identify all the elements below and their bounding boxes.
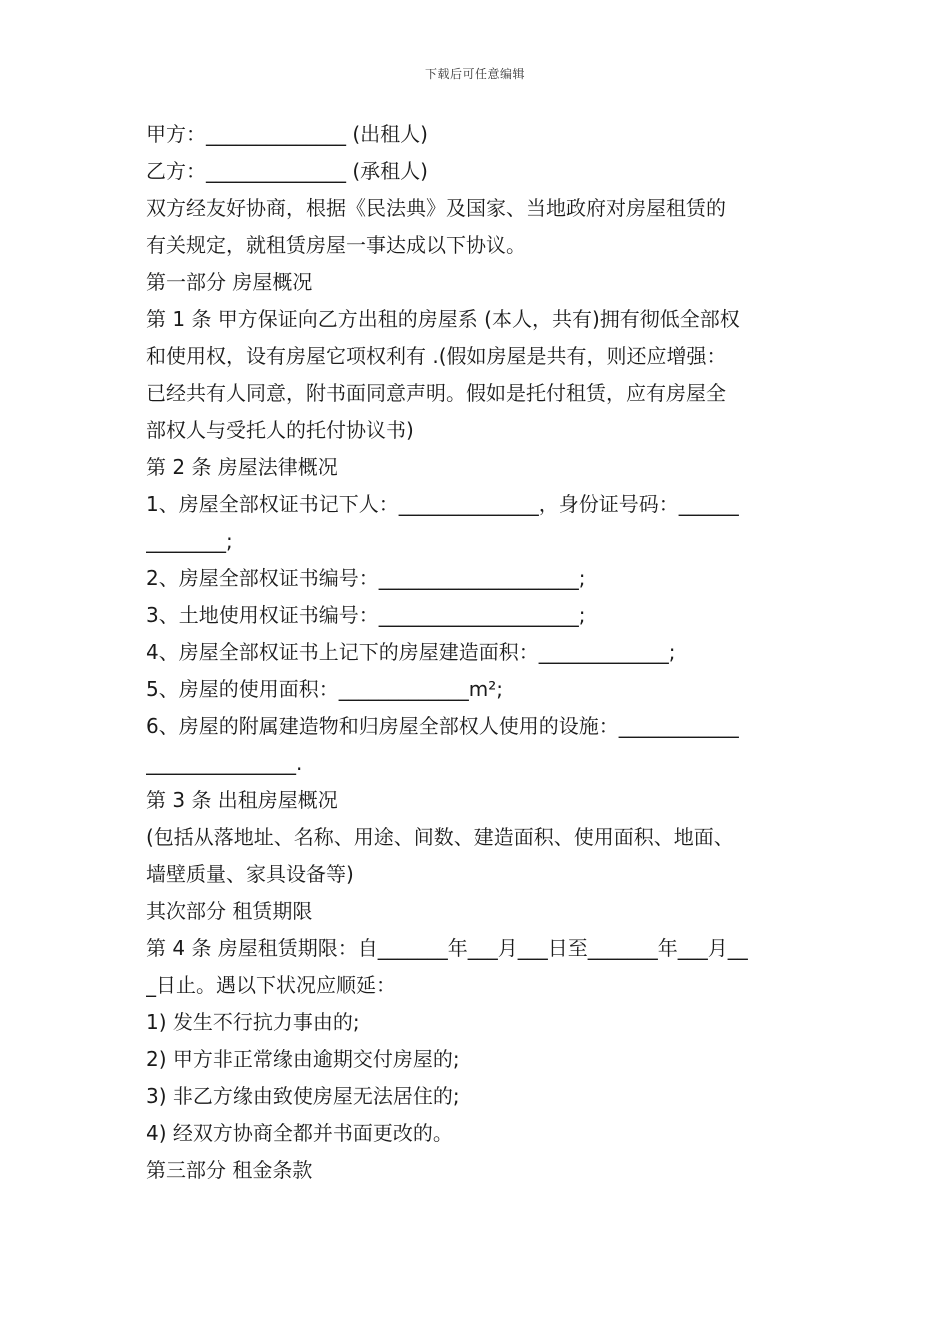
article-heading: 第 3 条 出租房屋概况 [146, 788, 338, 812]
party-a-line: 甲方：______________ (出租人) [146, 122, 428, 146]
list-item: 3) 非乙方缘由致使房屋无法居住的; [146, 1084, 460, 1108]
preamble-line: 有关规定，就租赁房屋一事达成以下协议。 [146, 233, 526, 257]
party-b-line: 乙方：______________ (承租人) [146, 159, 428, 183]
list-item: _______________. [146, 751, 303, 775]
article-line: 已经共有人同意，附书面同意声明。假如是托付租赁，应有房屋全 [146, 381, 726, 405]
list-item: 2、房屋全部权证书编号：____________________; [146, 566, 586, 590]
article-heading: 第 2 条 房屋法律概况 [146, 455, 338, 479]
list-item: 1) 发生不行抗力事由的; [146, 1010, 360, 1034]
section-heading: 第一部分 房屋概况 [146, 270, 313, 294]
page-header: 下载后可任意编辑 [424, 67, 525, 81]
article-line: _日止。遇以下状况应顺延： [146, 973, 396, 997]
list-item: 5、房屋的使用面积：_____________m²; [146, 677, 503, 701]
list-item: 3、土地使用权证书编号：____________________; [146, 603, 586, 627]
contract-body [146, 116, 810, 1189]
article-line: 部权人与受托人的托付协议书) [146, 418, 414, 442]
list-item: ________; [146, 529, 233, 553]
article-line: 第 4 条 房屋租赁期限：自_______年___月___日至_______年___月__ [146, 936, 748, 960]
preamble-line: 双方经友好协商，根据《民法典》及国家、当地政府对房屋租赁的 [146, 196, 726, 220]
article-line: (包括从落地址、名称、用途、间数、建造面积、使用面积、地面、 [146, 825, 734, 849]
article-line: 墙壁质量、家具设备等) [146, 862, 354, 886]
list-item: 4、房屋全部权证书上记下的房屋建造面积：_____________; [146, 640, 676, 664]
section-heading: 其次部分 租赁期限 [146, 899, 313, 923]
list-item: 2) 甲方非正常缘由逾期交付房屋的; [146, 1047, 460, 1071]
section-heading: 第三部分 租金条款 [146, 1158, 313, 1182]
article-line: 和使用权，设有房屋它项权利有 .(假如房屋是共有，则还应增强： [146, 344, 727, 368]
article-line: 第 1 条 甲方保证向乙方出租的房屋系 (本人，共有)拥有彻低全部权 [146, 307, 740, 331]
list-item: 4) 经双方协商全都并书面更改的。 [146, 1121, 453, 1145]
list-item: 1、房屋全部权证书记下人：______________，身份证号码：______ [146, 492, 739, 516]
list-item: 6、房屋的附属建造物和归房屋全部权人使用的设施：____________ [146, 714, 739, 738]
